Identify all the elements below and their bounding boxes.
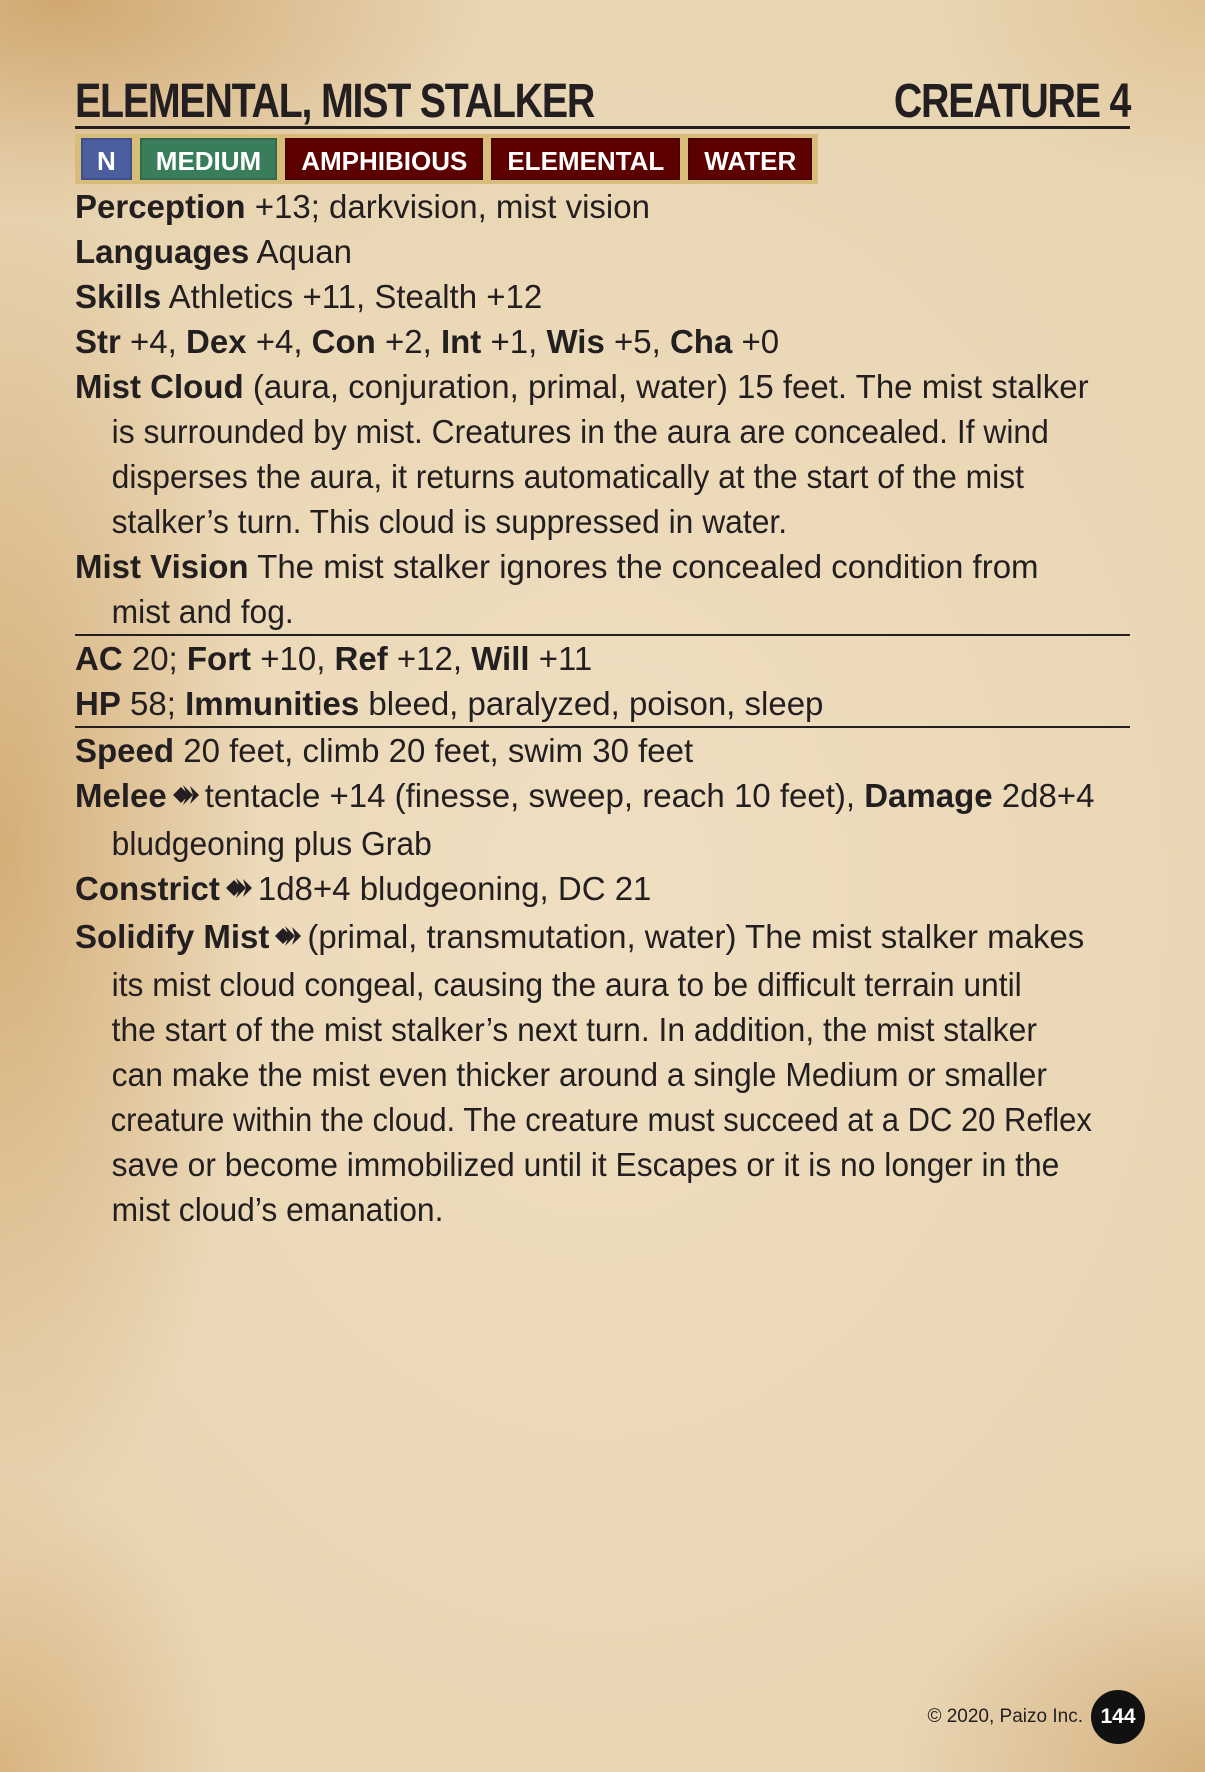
solidify-mist-ability: Solidify Mist (primal, transmutation, water) The mist stalker makes its mist cloud congeal, causing the aura to be difficult terrain until the start of the mist stalker’s next turn. In addition, the mist stalker can make the mist even thicker around a single Medium or smaller creature within the cloud. The creature must succeed at a DC 20 Reflex save or become immobilized until it Escapes or it is no longer in the mist cloud’s emanation. bbox=[75, 918, 1092, 1228]
perception-line: Perception +13; darkvision, mist vision bbox=[75, 188, 650, 225]
creature-level: CREATURE 4 bbox=[893, 75, 1130, 128]
speed-line: Speed 20 feet, climb 20 feet, swim 30 feet bbox=[75, 732, 694, 769]
trait-water: WATER bbox=[688, 138, 812, 180]
constrict-ability: Constrict 1d8+4 bludgeoning, DC 21 bbox=[75, 866, 1130, 914]
defenses-line: AC 20; Fort +10, Ref +12, Will +11 bbox=[75, 640, 593, 677]
stat-block-header bbox=[75, 70, 1130, 129]
one-action-icon bbox=[273, 917, 303, 962]
trait-alignment: N bbox=[81, 138, 132, 180]
hp-line: HP 58; Immunities bleed, paralyzed, poison, sleep bbox=[75, 685, 824, 722]
mist-cloud-ability: Mist Cloud (aura, conjuration, primal, water) 15 feet. The mist stalker is surrounded by mist. Creatures in the aura are concealed. If wind disperses the aura, it returns automatically at the start of the mist stalker’s turn. This cloud is suppressed in water. bbox=[75, 368, 1089, 540]
copyright-text: © 2020, Paizo Inc. bbox=[927, 1706, 1083, 1727]
ability-scores-line: Str +4, Dex +4, Con +2, Int +1, Wis +5, Cha +0 bbox=[75, 323, 780, 360]
one-action-icon bbox=[171, 776, 201, 821]
one-action-icon bbox=[224, 869, 254, 914]
melee-strike: Melee tentacle +14 (finesse, sweep, reach 10 feet), Damage 2d8+4 bludgeoning plus Grab bbox=[75, 777, 1095, 862]
languages-line: Languages Aquan bbox=[75, 233, 352, 270]
trait-amphibious: AMPHIBIOUS bbox=[285, 138, 483, 180]
page-footer bbox=[927, 1690, 1145, 1744]
stat-lines bbox=[75, 184, 1130, 1232]
skills-line: Skills Athletics +11, Stealth +12 bbox=[75, 278, 543, 315]
mist-vision-ability: Mist Vision The mist stalker ignores the concealed condition from mist and fog. bbox=[75, 548, 1039, 630]
trait-elemental: ELEMENTAL bbox=[491, 138, 680, 180]
trait-bar bbox=[75, 134, 818, 184]
stat-block bbox=[75, 70, 1130, 1232]
creature-name: ELEMENTAL, MIST STALKER bbox=[75, 75, 595, 128]
trait-size: MEDIUM bbox=[140, 138, 277, 180]
page-number: 144 bbox=[1091, 1690, 1145, 1744]
